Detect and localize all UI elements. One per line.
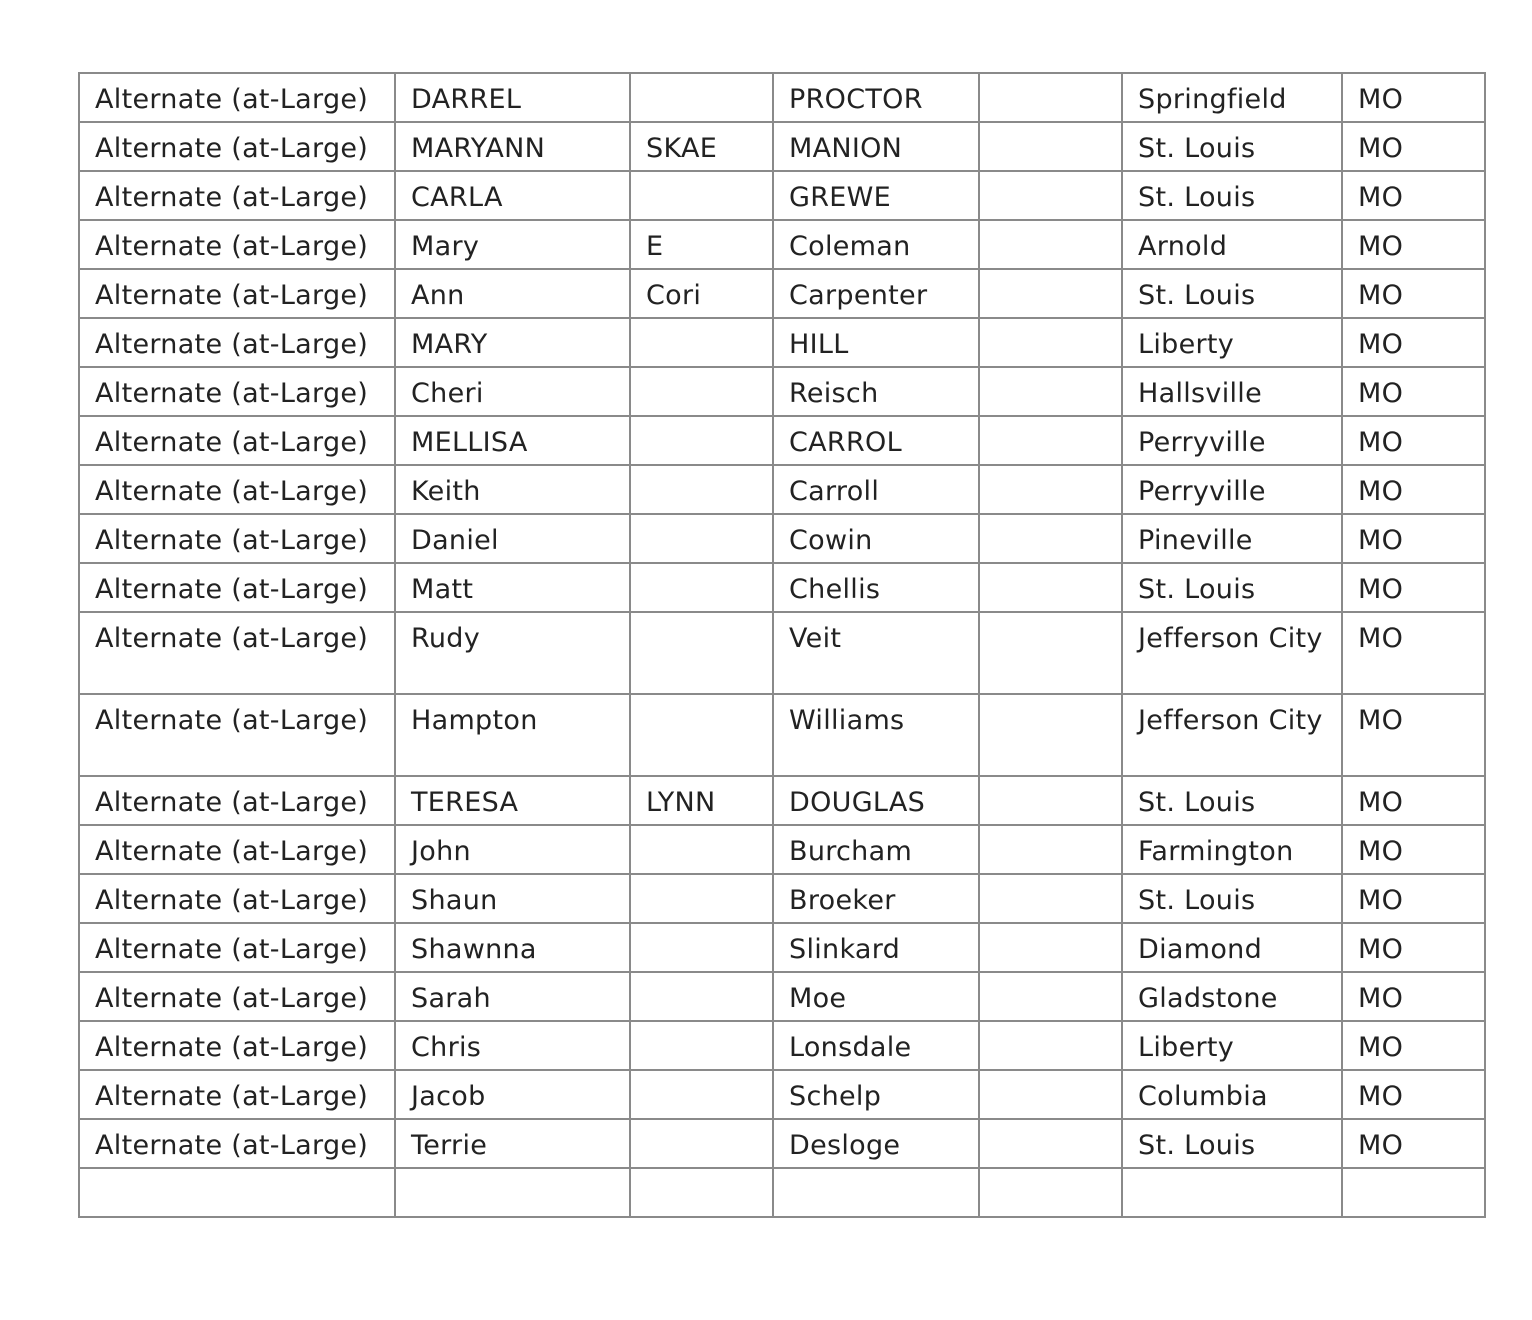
last-name-cell: MANION <box>773 122 979 171</box>
first-name-cell: John <box>395 825 630 874</box>
first-name-cell: Keith <box>395 465 630 514</box>
city-cell: St. Louis <box>1122 874 1342 923</box>
state-cell: MO <box>1342 972 1485 1021</box>
state-cell <box>1342 1168 1485 1217</box>
first-name-cell: Shawnna <box>395 923 630 972</box>
table-row <box>79 220 1485 269</box>
role-cell: Alternate (at-Large) <box>79 972 395 1021</box>
middle-name-cell <box>630 1119 773 1168</box>
city-cell: Farmington <box>1122 825 1342 874</box>
last-name-cell: Carpenter <box>773 269 979 318</box>
blank-cell <box>979 171 1122 220</box>
blank-cell <box>979 776 1122 825</box>
first-name-cell: Terrie <box>395 1119 630 1168</box>
table-row <box>79 972 1485 1021</box>
state-cell: MO <box>1342 1021 1485 1070</box>
city-cell: St. Louis <box>1122 563 1342 612</box>
role-cell: Alternate (at-Large) <box>79 923 395 972</box>
role-cell: Alternate (at-Large) <box>79 416 395 465</box>
table-row <box>79 923 1485 972</box>
city-cell: Liberty <box>1122 318 1342 367</box>
blank-cell <box>979 1168 1122 1217</box>
city-cell: St. Louis <box>1122 1119 1342 1168</box>
blank-cell <box>979 972 1122 1021</box>
last-name-cell: CARROL <box>773 416 979 465</box>
blank-cell <box>979 694 1122 776</box>
last-name-cell: DOUGLAS <box>773 776 979 825</box>
city-cell: Jefferson City <box>1122 612 1342 694</box>
first-name-cell: CARLA <box>395 171 630 220</box>
table-row <box>79 367 1485 416</box>
middle-name-cell <box>630 972 773 1021</box>
role-cell: Alternate (at-Large) <box>79 220 395 269</box>
table-row <box>79 318 1485 367</box>
delegate-roster-table <box>78 72 1486 1218</box>
roster-body <box>79 73 1485 1217</box>
state-cell: MO <box>1342 269 1485 318</box>
state-cell: MO <box>1342 1119 1485 1168</box>
city-cell: Columbia <box>1122 1070 1342 1119</box>
city-cell: St. Louis <box>1122 171 1342 220</box>
city-cell: Gladstone <box>1122 972 1342 1021</box>
last-name-cell: Burcham <box>773 825 979 874</box>
first-name-cell: Jacob <box>395 1070 630 1119</box>
role-cell: Alternate (at-Large) <box>79 612 395 694</box>
first-name-cell: Ann <box>395 269 630 318</box>
first-name-cell: Shaun <box>395 874 630 923</box>
table-row <box>79 73 1485 122</box>
state-cell: MO <box>1342 563 1485 612</box>
blank-cell <box>979 416 1122 465</box>
table-row <box>79 694 1485 776</box>
role-cell: Alternate (at-Large) <box>79 1119 395 1168</box>
blank-cell <box>979 1070 1122 1119</box>
blank-cell <box>979 318 1122 367</box>
table-row <box>79 171 1485 220</box>
city-cell: Diamond <box>1122 923 1342 972</box>
middle-name-cell <box>630 1021 773 1070</box>
first-name-cell: DARREL <box>395 73 630 122</box>
state-cell: MO <box>1342 122 1485 171</box>
role-cell: Alternate (at-Large) <box>79 694 395 776</box>
middle-name-cell: LYNN <box>630 776 773 825</box>
middle-name-cell <box>630 514 773 563</box>
middle-name-cell: E <box>630 220 773 269</box>
last-name-cell: Reisch <box>773 367 979 416</box>
blank-cell <box>979 923 1122 972</box>
middle-name-cell <box>630 825 773 874</box>
state-cell: MO <box>1342 514 1485 563</box>
role-cell: Alternate (at-Large) <box>79 318 395 367</box>
table-row <box>79 612 1485 694</box>
state-cell: MO <box>1342 416 1485 465</box>
city-cell: St. Louis <box>1122 776 1342 825</box>
middle-name-cell <box>630 612 773 694</box>
role-cell: Alternate (at-Large) <box>79 465 395 514</box>
middle-name-cell <box>630 563 773 612</box>
blank-cell <box>979 367 1122 416</box>
table-row <box>79 1070 1485 1119</box>
table-row <box>79 776 1485 825</box>
state-cell: MO <box>1342 923 1485 972</box>
first-name-cell: TERESA <box>395 776 630 825</box>
role-cell: Alternate (at-Large) <box>79 874 395 923</box>
middle-name-cell <box>630 416 773 465</box>
first-name-cell: MARYANN <box>395 122 630 171</box>
state-cell: MO <box>1342 367 1485 416</box>
role-cell: Alternate (at-Large) <box>79 171 395 220</box>
middle-name-cell <box>630 1168 773 1217</box>
table-row <box>79 122 1485 171</box>
state-cell: MO <box>1342 694 1485 776</box>
state-cell: MO <box>1342 171 1485 220</box>
city-cell: Pineville <box>1122 514 1342 563</box>
middle-name-cell <box>630 1070 773 1119</box>
role-cell: Alternate (at-Large) <box>79 514 395 563</box>
role-cell: Alternate (at-Large) <box>79 1021 395 1070</box>
last-name-cell: Broeker <box>773 874 979 923</box>
first-name-cell: MARY <box>395 318 630 367</box>
blank-cell <box>979 612 1122 694</box>
table-row <box>79 514 1485 563</box>
last-name-cell: Slinkard <box>773 923 979 972</box>
last-name-cell: HILL <box>773 318 979 367</box>
table-row <box>79 465 1485 514</box>
state-cell: MO <box>1342 825 1485 874</box>
last-name-cell: Chellis <box>773 563 979 612</box>
state-cell: MO <box>1342 776 1485 825</box>
last-name-cell: GREWE <box>773 171 979 220</box>
blank-cell <box>979 73 1122 122</box>
table-row <box>79 563 1485 612</box>
role-cell: Alternate (at-Large) <box>79 73 395 122</box>
first-name-cell: Rudy <box>395 612 630 694</box>
state-cell: MO <box>1342 612 1485 694</box>
role-cell: Alternate (at-Large) <box>79 367 395 416</box>
blank-cell <box>979 269 1122 318</box>
role-cell: Alternate (at-Large) <box>79 122 395 171</box>
middle-name-cell <box>630 318 773 367</box>
blank-cell <box>979 220 1122 269</box>
city-cell: Arnold <box>1122 220 1342 269</box>
middle-name-cell <box>630 367 773 416</box>
table-row <box>79 825 1485 874</box>
middle-name-cell <box>630 923 773 972</box>
city-cell: St. Louis <box>1122 269 1342 318</box>
city-cell <box>1122 1168 1342 1217</box>
first-name-cell: Mary <box>395 220 630 269</box>
first-name-cell: Daniel <box>395 514 630 563</box>
role-cell: Alternate (at-Large) <box>79 269 395 318</box>
state-cell: MO <box>1342 220 1485 269</box>
first-name-cell: MELLISA <box>395 416 630 465</box>
city-cell: Jefferson City <box>1122 694 1342 776</box>
first-name-cell <box>395 1168 630 1217</box>
table-row <box>79 874 1485 923</box>
last-name-cell: Desloge <box>773 1119 979 1168</box>
city-cell: Hallsville <box>1122 367 1342 416</box>
last-name-cell: Moe <box>773 972 979 1021</box>
table-row <box>79 1021 1485 1070</box>
blank-cell <box>979 1021 1122 1070</box>
first-name-cell: Sarah <box>395 972 630 1021</box>
middle-name-cell <box>630 694 773 776</box>
role-cell: Alternate (at-Large) <box>79 563 395 612</box>
role-cell: Alternate (at-Large) <box>79 1070 395 1119</box>
blank-cell <box>979 465 1122 514</box>
state-cell: MO <box>1342 1070 1485 1119</box>
role-cell: Alternate (at-Large) <box>79 825 395 874</box>
middle-name-cell <box>630 874 773 923</box>
first-name-cell: Hampton <box>395 694 630 776</box>
blank-cell <box>979 122 1122 171</box>
last-name-cell: Coleman <box>773 220 979 269</box>
middle-name-cell: SKAE <box>630 122 773 171</box>
blank-cell <box>979 874 1122 923</box>
state-cell: MO <box>1342 73 1485 122</box>
state-cell: MO <box>1342 874 1485 923</box>
last-name-cell: Schelp <box>773 1070 979 1119</box>
blank-cell <box>979 514 1122 563</box>
table-row <box>79 1119 1485 1168</box>
middle-name-cell <box>630 465 773 514</box>
city-cell: Liberty <box>1122 1021 1342 1070</box>
first-name-cell: Chris <box>395 1021 630 1070</box>
state-cell: MO <box>1342 465 1485 514</box>
middle-name-cell <box>630 171 773 220</box>
table-row <box>79 1168 1485 1217</box>
blank-cell <box>979 1119 1122 1168</box>
first-name-cell: Cheri <box>395 367 630 416</box>
table-row <box>79 269 1485 318</box>
last-name-cell: Veit <box>773 612 979 694</box>
city-cell: St. Louis <box>1122 122 1342 171</box>
last-name-cell: Cowin <box>773 514 979 563</box>
blank-cell <box>979 825 1122 874</box>
city-cell: Springfield <box>1122 73 1342 122</box>
last-name-cell <box>773 1168 979 1217</box>
last-name-cell: PROCTOR <box>773 73 979 122</box>
blank-cell <box>979 563 1122 612</box>
first-name-cell: Matt <box>395 563 630 612</box>
last-name-cell: Carroll <box>773 465 979 514</box>
middle-name-cell: Cori <box>630 269 773 318</box>
last-name-cell: Williams <box>773 694 979 776</box>
city-cell: Perryville <box>1122 465 1342 514</box>
state-cell: MO <box>1342 318 1485 367</box>
middle-name-cell <box>630 73 773 122</box>
role-cell <box>79 1168 395 1217</box>
last-name-cell: Lonsdale <box>773 1021 979 1070</box>
city-cell: Perryville <box>1122 416 1342 465</box>
table-row <box>79 416 1485 465</box>
role-cell: Alternate (at-Large) <box>79 776 395 825</box>
